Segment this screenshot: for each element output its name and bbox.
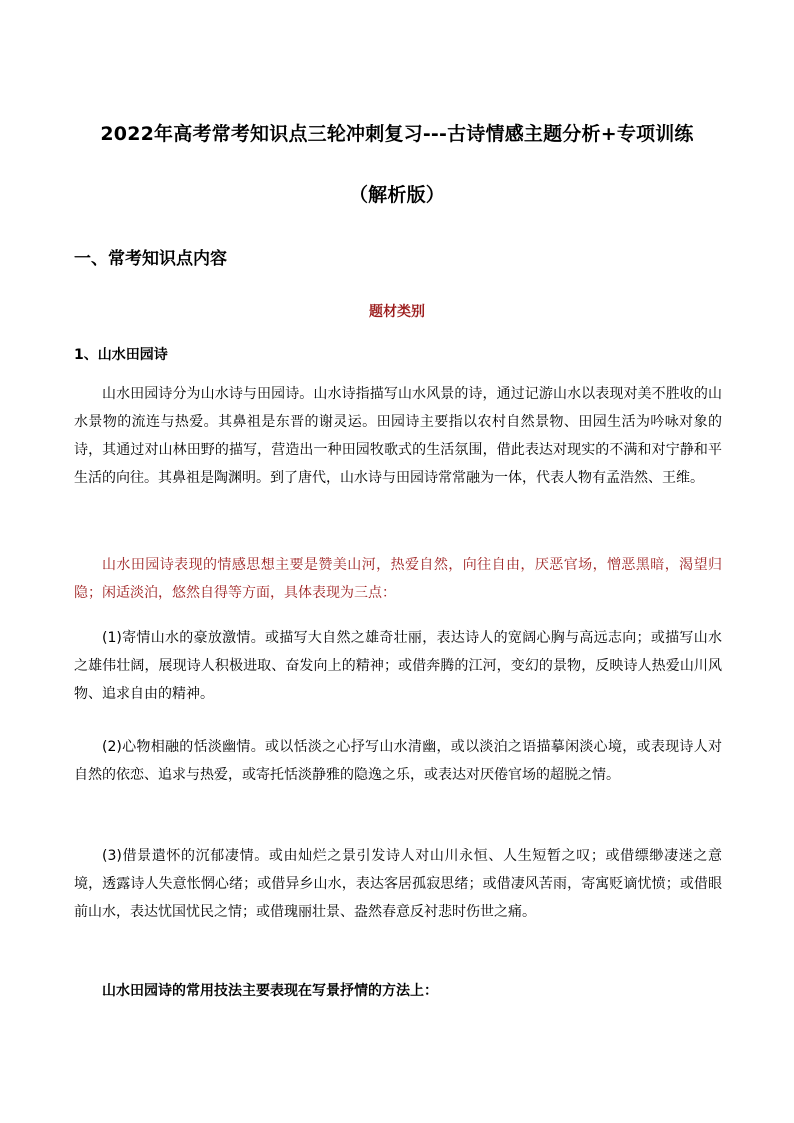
section-heading: 一、常考知识点内容 bbox=[74, 249, 227, 269]
paragraph-emotions-summary: 山水田园诗表现的情感思想主要是赞美山河，热爱自然，向往自由，厌恶官场，憎恶黑暗，渴望归隐；闲适淡泊，悠然自得等方面，具体表现为三点： bbox=[74, 557, 722, 601]
paragraph-intro: 山水田园诗分为山水诗与田园诗。山水诗指描写山水风景的诗，通过记游山水以表现对美不胜收的山水景物的流连与热爱。其鼻祖是东晋的谢灵运。田园诗主要指以农村自然景物、田园生活为吟咏对象的诗，其通过对山林田野的描写，营造出一种田园牧歌式的生活氛围，借此表达对现实的不满和对宁静和平生活的向往。其鼻祖是陶渊明。到了唐代，山水诗与田园诗常常融为一体，代表人物有孟浩然、王维。 bbox=[74, 386, 722, 486]
subheading-landscape-pastoral-poetry: 1、山水田园诗 bbox=[74, 347, 168, 363]
category-label: 题材类别 bbox=[369, 304, 425, 320]
paragraph-point-1: (1)寄情山水的豪放激情。或描写大自然之雄奇壮丽，表达诗人的宽阔心胸与高远志向；或描写山水之雄伟壮阔，展现诗人积极进取、奋发向上的精神；或借奔腾的江河，变幻的景物，反映诗人热爱山川风物、追求自由的精神。 bbox=[74, 630, 722, 702]
document-subtitle: （解析版） bbox=[348, 184, 445, 206]
document-title: 2022年高考常考知识点三轮冲刺复习---古诗情感主题分析+专项训练 bbox=[100, 123, 694, 145]
techniques-heading: 山水田园诗的常用技法主要表现在写景抒情的方法上： bbox=[102, 983, 438, 999]
paragraph-point-2: (2)心物相融的恬淡幽情。或以恬淡之心抒写山水清幽，或以淡泊之语描摹闲淡心境，或表现诗人对自然的依恋、追求与热爱，或寄托恬淡静雅的隐逸之乐，或表达对厌倦官场的超脱之情。 bbox=[74, 739, 722, 783]
paragraph-point-3: (3)借景遣怀的沉郁凄情。或由灿烂之景引发诗人对山川永恒、人生短暂之叹；或借缥缈凄迷之意境，透露诗人失意怅惘心绪；或借异乡山水，表达客居孤寂思绪；或借凄风苦雨，寄寓贬谪忧愤；或借眼前山水，表达忧国忧民之情；或借瑰丽壮景、盎然春意反衬悲时伤世之痛。 bbox=[74, 848, 722, 920]
